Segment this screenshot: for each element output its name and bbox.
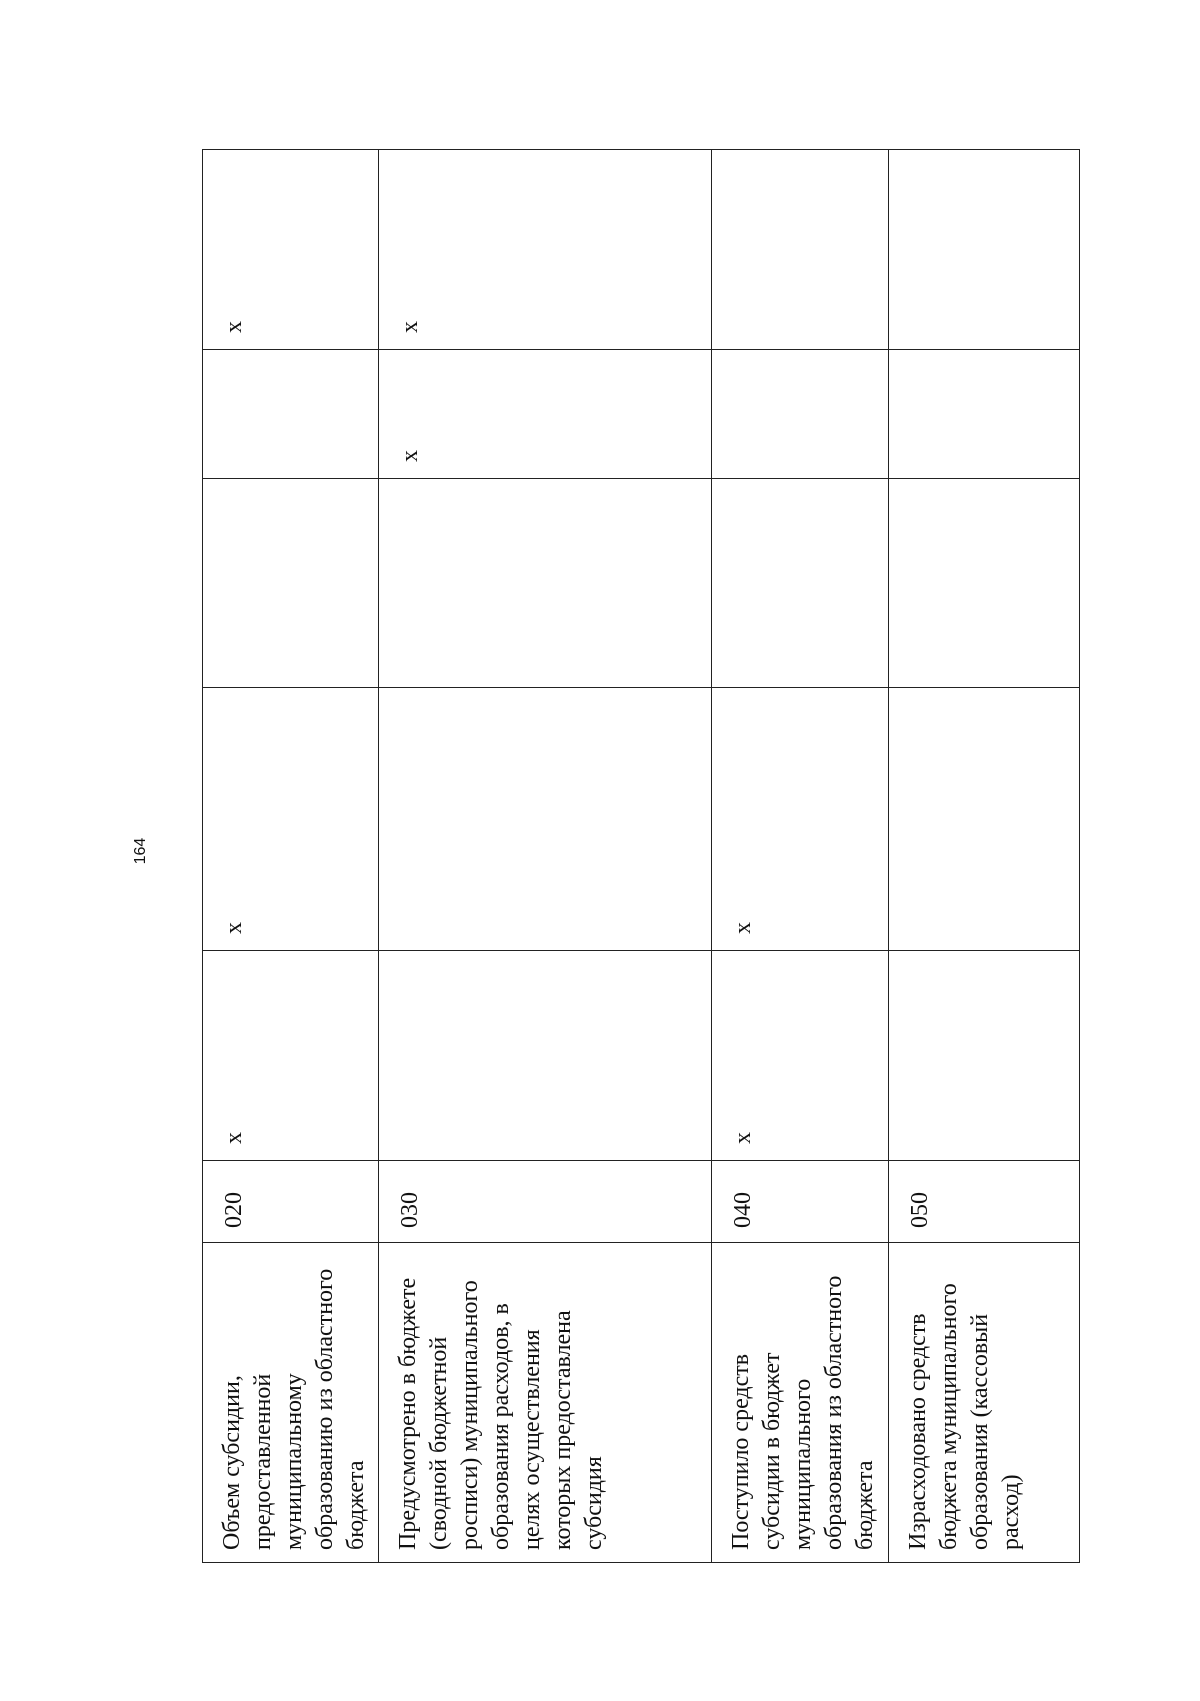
table-row bbox=[712, 150, 889, 1563]
table-cell: x bbox=[203, 150, 379, 350]
table-cell bbox=[889, 350, 1080, 479]
table-cell: x bbox=[203, 688, 379, 951]
report-table-container bbox=[202, 150, 1078, 1563]
table-cell bbox=[712, 150, 889, 350]
row-label: Поступило средств субсидии в бюджет муниципального образования из областного бюджета bbox=[712, 1243, 889, 1563]
table-cell: x bbox=[203, 951, 379, 1161]
row-code: 020 bbox=[203, 1161, 379, 1243]
table-cell bbox=[889, 688, 1080, 951]
table-cell bbox=[889, 951, 1080, 1161]
table-cell: x bbox=[379, 150, 712, 350]
table-row bbox=[889, 150, 1080, 1563]
row-code: 050 bbox=[889, 1161, 1080, 1243]
table-cell bbox=[379, 951, 712, 1161]
table-cell: x bbox=[712, 951, 889, 1161]
report-table bbox=[202, 149, 1080, 1563]
table-cell bbox=[203, 479, 379, 688]
row-label: Предусмотрено в бюджете (сводной бюджетной росписи) муниципального образования расходов, в целях осуществления которых предоставлена субсидия bbox=[379, 1243, 712, 1563]
page-number: 164 bbox=[132, 837, 149, 865]
table-cell bbox=[712, 350, 889, 479]
table-cell bbox=[203, 350, 379, 479]
table-cell bbox=[379, 688, 712, 951]
table-cell: x bbox=[379, 350, 712, 479]
table-row bbox=[203, 150, 379, 1563]
table-cell bbox=[712, 479, 889, 688]
table-cell bbox=[379, 479, 712, 688]
row-label: Объем субсидии, предоставленной муниципальному образованию из областного бюджета bbox=[203, 1243, 379, 1563]
table-row bbox=[379, 150, 712, 1563]
row-code: 040 bbox=[712, 1161, 889, 1243]
table-cell bbox=[889, 150, 1080, 350]
table-cell: x bbox=[712, 688, 889, 951]
row-code: 030 bbox=[379, 1161, 712, 1243]
table-cell bbox=[889, 479, 1080, 688]
row-label: Израсходовано средств бюджета муниципального образования (кассовый расход) bbox=[889, 1243, 1080, 1563]
